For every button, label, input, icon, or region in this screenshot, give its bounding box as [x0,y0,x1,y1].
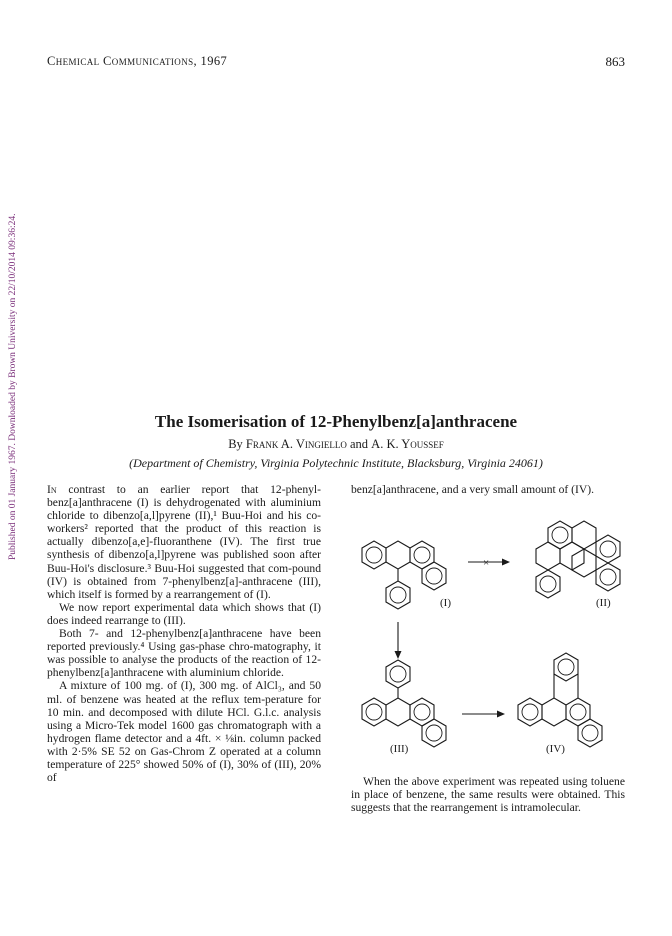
lead-word: In [47,483,57,496]
journal-name: Chemical Communications, 1967 [47,54,228,68]
compound-i-structure [362,541,446,609]
author-name: Frank A. Vingiello [245,437,347,451]
arrowhead [395,651,402,659]
paragraph: When the above experiment was repeated using toluene in place of benzene, the same results were obtained. This suggests that the rearrangement is intramolecular. [351,775,625,815]
compound-iii-structure [362,660,446,747]
author-line [0,437,672,452]
paragraph [47,483,321,601]
author-joiner: and [349,437,369,451]
right-column-conclusion [351,775,625,814]
arrowhead [497,711,505,718]
compound-label-iii: (III) [390,743,409,755]
author-name: A. K. Youssef [371,437,444,451]
running-head [47,54,625,70]
left-column [47,483,321,784]
page-number: 863 [605,54,625,69]
download-notice[interactable]: Published on 01 January 1967. Downloaded by Brown University on 22/10/2014 09:36:24. [8,213,18,560]
affiliation: (Department of Chemistry, Virginia Polytechnic Institute, Blacksburg, Virginia 24061) [129,456,543,470]
author-prefix: By [228,437,243,451]
compound-label-iv: (IV) [546,743,565,755]
blocked-mark: × [483,557,490,569]
paragraph: We now report experimental data which shows that (I) does indeed rearrange to (III). [47,600,321,627]
compound-label-i: (I) [440,597,451,609]
paragraph-text: contrast to an earlier report that 12-phenyl-benz[a]anthracene (I) is dehydrogenated with aluminium chloride to dibenzo[a,l]pyrene (II),¹ Buu-Hoi and his co-workers² reported that the product of this reaction is actually dibenzo[a,e]-fluoranthene (IV). The first true synthesis of dibenzo[a,l]pyrene was published soon after Buu-Hoi's disclosure.³ Buu-Hoi suggested that com-pound (IV) is obtained from 7-phenylbenz[a]-anthracene (III), which itself is formed by a rearrangement of (I). [47,483,321,601]
compound-iv-structure [518,653,602,747]
compound-ii-structure [536,521,620,598]
article-title: The Isomerisation of 12-Phenylbenz[a]anthracene [154,412,518,431]
right-column-continuation [351,483,625,496]
reaction-scheme [350,520,632,770]
paragraph: benz[a]anthracene, and a very small amount of (IV). [351,483,595,496]
paragraph: A mixture of 100 mg. of (I), 300 mg. of AlCl₃, and 50 ml. of benzene was heated at the reflux tem-perature for 10 min. and decomposed with dilute HCl. G.l.c. analysis using a Micro-Tek model 1600 gas chromatograph with a hydrogen flame detector and a 4ft. × ⅛in. column packed with 2·5% SE 52 on Gas-Chrom Z operated at a column temperature of 225° showed 50% of (I), 30% of (III), 20% of [47,679,321,785]
reaction-scheme-figure [350,520,632,770]
compound-label-ii: (II) [596,597,611,609]
paragraph: Both 7- and 12-phenylbenz[a]anthracene have been reported previously.⁴ Using gas-phase chro-matography, it was possible to analyse the products of the reaction of 12-phenylbenz[a]anthracene with aluminium chloride. [47,627,321,680]
arrowhead [502,559,510,566]
